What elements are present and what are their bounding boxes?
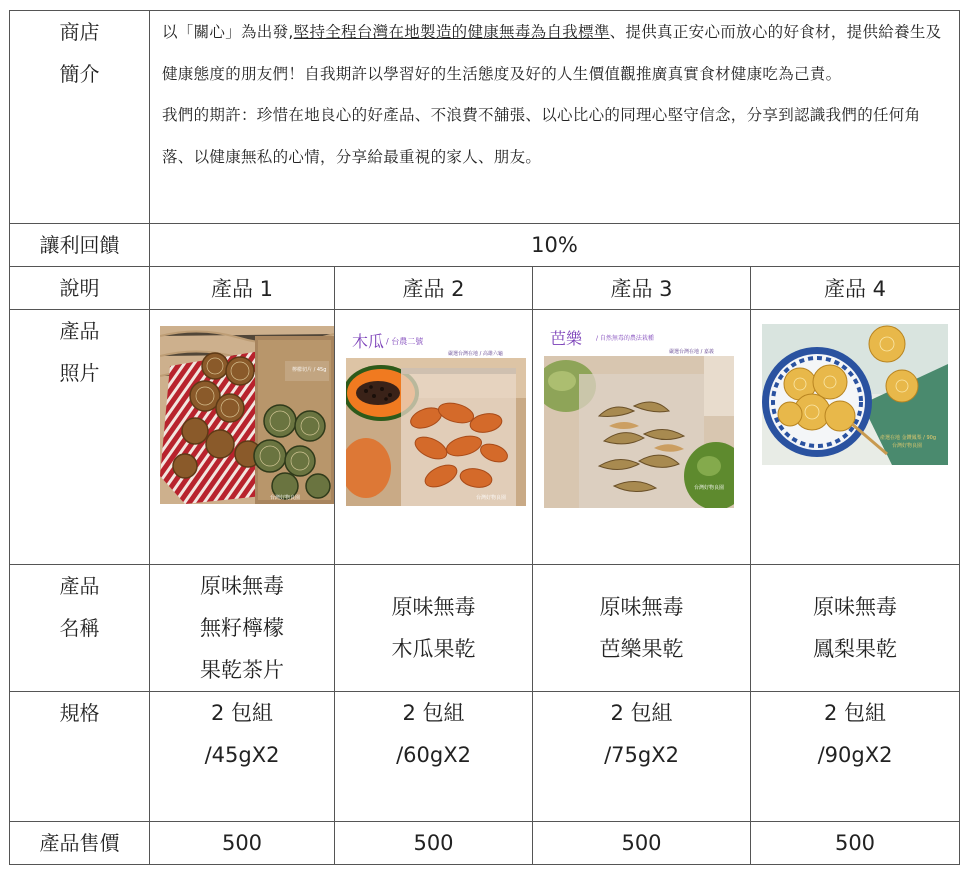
product-1-spec [150,692,335,822]
product-3-price: 500 [533,822,751,865]
product-2-spec-line-1: 2 包組 [402,701,465,725]
lemon-slices-image [160,326,334,504]
product-2-price: 500 [335,822,533,865]
product-3-photo-caption: 芭樂 [550,329,583,348]
product-3-spec-line-2: /75gX2 [604,743,679,767]
intro-label-line-2: 簡介 [59,62,100,86]
product-3-name-line-1: 原味無毒 [599,595,684,619]
product-2-photo-sub: / 台農二號 [386,337,424,346]
product-2-spec [335,692,533,822]
product-4-header: 產品 4 [751,267,960,310]
product-4-name-line-2: 鳳梨果乾 [813,637,897,661]
discount-label: 讓利回饋 [10,224,150,267]
product-3-name-line-2: 芭樂果乾 [599,637,684,661]
intro-label-cell [10,11,150,224]
product-4-name [751,565,960,692]
intro-paragraph-2: 我們的期許：珍惜在地良心的好產品、不浪費不舖張、以心比心的同理心堅守信念，分享到認識我們的任何角落、以健康無私的心情，分享給最重視的家人、朋友。 [162,106,921,166]
product-4-spec-line-1: 2 包組 [823,701,887,725]
name-label-line-1: 產品 [59,574,100,598]
product-4-price: 500 [751,822,960,865]
product-1-photo-cell [150,310,335,565]
photo-label-line-2: 照片 [59,361,100,385]
discount-value: 10% [150,224,960,267]
product-1-photo-tag-2: 台灣好物良園 [270,495,301,501]
product-1-name-line-1: 原味無毒 [200,574,284,598]
product-2-name [335,565,533,692]
desc-label: 說明 [10,267,150,310]
product-2-name-line-2: 木瓜果乾 [391,637,476,661]
product-3-header: 產品 3 [533,267,751,310]
product-3-photo-tag-2: 台灣好物良園 [694,485,725,491]
papaya-image [346,358,526,506]
product-1-spec-line-2: /45gX2 [204,743,280,767]
product-2-photo-tag: 嚴選台灣在地 / 高雄六龜 [448,351,503,357]
photo-label-line-1: 產品 [59,319,100,343]
product-4-photo [762,324,948,465]
product-2-photo [346,324,526,506]
product-1-name [150,565,335,692]
intro-label-line-1: 商店 [59,20,100,44]
product-3-name [533,565,751,692]
product-3-spec-line-1: 2 包組 [610,701,673,725]
name-label-line-2: 名稱 [59,616,100,640]
intro-paragraph-1 [162,12,951,95]
product-1-spec-line-1: 2 包組 [210,701,274,725]
product-3-spec [533,692,751,822]
product-3-photo-cell [533,310,751,565]
product-2-photo-tag-2: 台灣好物良園 [476,495,507,501]
product-2-spec-line-2: /60gX2 [396,743,471,767]
product-4-photo-tag: 產選在地 金鑽鳳梨 / 90g [880,435,936,441]
product-3-photo-tag: 嚴選台灣在地 / 嘉義 [669,349,714,355]
photo-label-cell [10,310,150,565]
product-2-name-line-1: 原味無毒 [391,595,476,619]
product-4-photo-tag-2: 台灣好物良園 [892,443,923,449]
product-info-table [9,10,960,865]
product-2-header: 產品 2 [335,267,533,310]
product-1-photo [160,326,334,504]
name-label-cell [10,565,150,692]
intro-p1-start: 以「關心」為出發, [162,23,294,41]
product-1-price: 500 [150,822,335,865]
price-label: 產品售價 [10,822,150,865]
intro-p1-end: 、提供真正安心而放心的好食材，提供給養生及健康態度的朋友們！自我期許以學習好的生活態度及好的人生價值觀推廣真實食材健康吃為己責。 [162,23,942,83]
product-4-spec-line-2: /90gX2 [817,743,893,767]
store-intro [150,11,960,224]
product-1-header: 產品 1 [150,267,335,310]
product-1-name-line-3: 果乾茶片 [200,658,284,682]
product-2-photo-cell [335,310,533,565]
product-3-photo [544,322,736,510]
product-1-photo-tag: 檸檬切片 / 45g [292,367,327,373]
product-3-photo-sub: / 自然無毒的農法栽種 [596,335,654,342]
spec-label: 規格 [10,692,150,822]
product-4-photo-cell [751,310,960,565]
intro-p1-underlined: 堅持全程台灣在地製造的健康無毒為自我標準 [293,23,610,41]
product-2-photo-caption: 木瓜 [352,332,385,351]
product-1-name-line-2: 無籽檸檬 [200,616,284,640]
product-4-name-line-1: 原味無毒 [813,595,897,619]
product-4-spec [751,692,960,822]
